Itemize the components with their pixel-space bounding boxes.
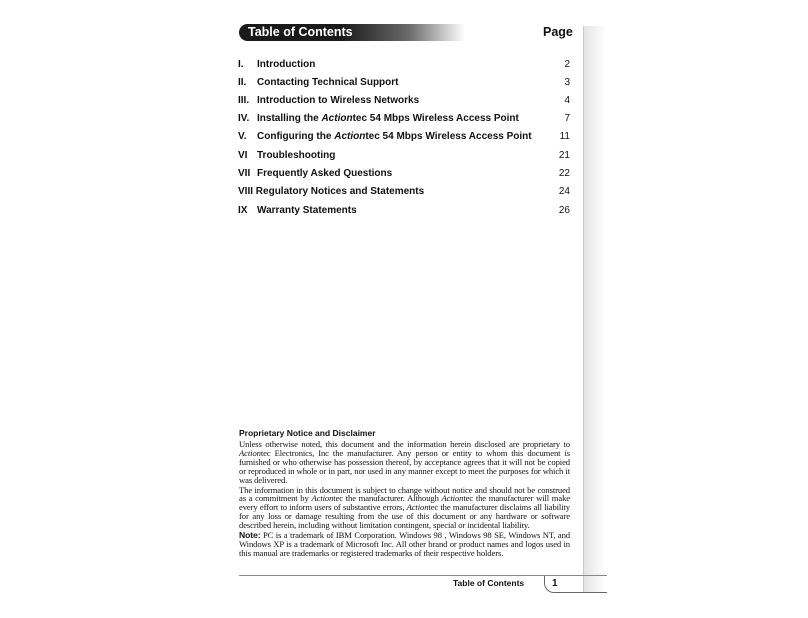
notice-heading: Proprietary Notice and Disclaimer — [239, 428, 376, 438]
toc-entry[interactable] — [238, 56, 570, 74]
toc-entry-title: Frequently Asked Questions — [257, 168, 393, 179]
toc-entry-number: IX — [238, 205, 248, 216]
notice-paragraph: Unless otherwise noted, this document and the information herein disclosed are proprietary to Actiontec Electronics, Inc the manufacturer. Any person or entity to whom this document is furnished or who otherwise has possession thereof, by acceptance agrees that it will not be copied or reproduced in whole or in part, nor used in any manner except to meet the purposes for which it was delivered. — [239, 439, 570, 485]
toc-entry-title: Configuring the Actiontec 54 Mbps Wireless Access Point — [257, 131, 532, 142]
toc-entry[interactable] — [238, 183, 570, 201]
toc-entry-number: I. — [238, 59, 244, 70]
page-column-heading: Page — [543, 25, 573, 39]
toc-entry[interactable] — [238, 165, 570, 183]
toc-entry[interactable] — [238, 92, 570, 110]
toc-entry[interactable] — [238, 202, 570, 220]
toc-entry-number: VII — [238, 168, 251, 179]
notice-paragraph: The information in this document is subject to change without notice and should not be construed as a commitment by Actiontec the manufacturer. Although Actiontec the manufacturer will make every effort to inform users of substantive errors, Actiontec the manufacturer disclaims all liability for any loss or damage resulting from the use of this document or any hardware or software described herein, including without limitation contingent, special or incidental liability. — [239, 484, 571, 531]
toc-entry-number: VIII — [238, 186, 254, 197]
toc-entry[interactable] — [238, 147, 570, 165]
toc-entry-page: 24 — [558, 186, 570, 197]
proprietary-notice — [239, 427, 570, 559]
toc-entry-page: 22 — [558, 168, 570, 179]
toc-entry-title: Troubleshooting — [257, 150, 336, 161]
toc-entry[interactable] — [238, 110, 570, 128]
toc-entry[interactable] — [238, 128, 570, 146]
toc-entry-page: 3 — [564, 77, 570, 88]
toc-entry-title: Contacting Technical Support — [257, 77, 399, 88]
toc-entry-page: 26 — [558, 205, 570, 216]
toc-entry-title: Installing the Actiontec 54 Mbps Wireless Access Point — [257, 113, 519, 124]
toc-entry-number: V. — [238, 131, 247, 142]
note-label: Note: — [239, 530, 261, 541]
toc-entry-page: 4 — [564, 95, 570, 106]
toc-entry-page: 2 — [564, 59, 570, 70]
toc-entry-title: VIII Regulatory Notices and Statements — [238, 186, 425, 197]
toc-entry-page: 11 — [559, 131, 570, 142]
toc-title-bar — [239, 24, 465, 41]
toc-entry-page: 7 — [564, 113, 570, 124]
toc-entry-number: II. — [238, 77, 247, 88]
toc-entry-number: IV. — [238, 113, 250, 124]
toc-entry-title: Warranty Statements — [257, 205, 357, 216]
toc-entry[interactable] — [238, 74, 570, 92]
toc-heading: Table of Contents — [248, 25, 353, 39]
trademark-note: Note: PC is a trademark of IBM Corporation. Windows 98 , Windows 98 SE, Windows NT, and Windows XP is a trademark of Microsoft Inc. All other brand or product names and logos used in this manual are trademarks or registered trademarks of their respective holders. — [239, 530, 570, 558]
toc-entry-number: VI — [238, 150, 248, 161]
toc-entry-title: Introduction to Wireless Networks — [257, 95, 420, 106]
toc-entry-title: Introduction — [257, 59, 316, 70]
page-edge-shadow — [584, 26, 606, 593]
footer-section-label: Table of Contents — [453, 578, 525, 588]
page-number: 1 — [552, 578, 558, 589]
toc-entry-page: 21 — [558, 150, 570, 161]
toc-entry-number: III. — [238, 95, 250, 106]
